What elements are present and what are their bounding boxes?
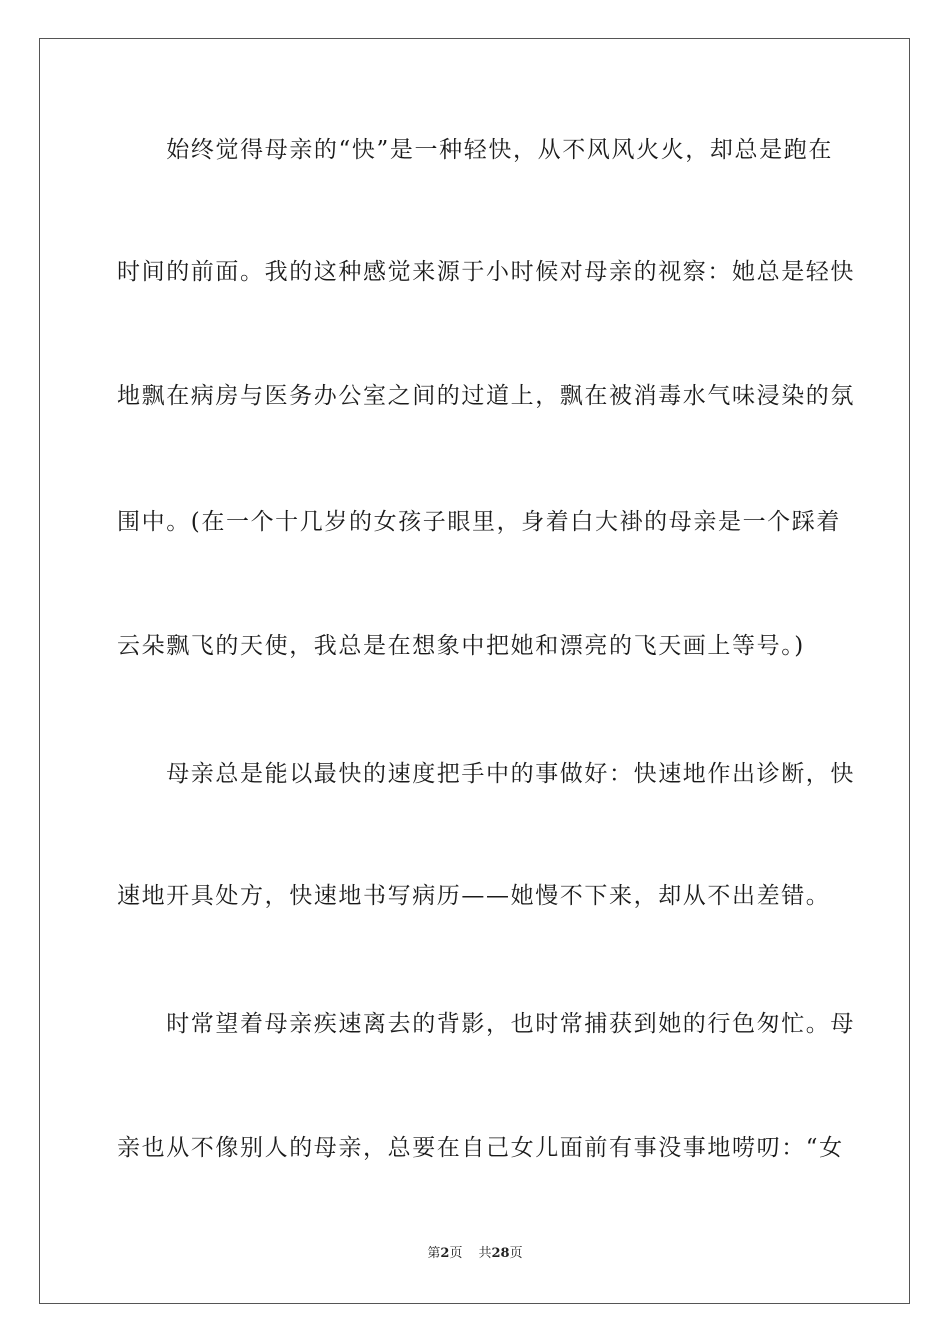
text-line-2: 时间的前面。我的这种感觉来源于小时候对母亲的视察：她总是轻快: [117, 259, 855, 285]
page-suffix: 页: [449, 1246, 463, 1261]
page-footer: [0, 1245, 950, 1263]
text-line-5: 云朵飘飞的天使，我总是在想象中把她和漂亮的飞天画上等号。): [117, 633, 805, 659]
page-number: 2: [440, 1246, 450, 1261]
text-line-6: 母亲总是能以最快的速度把手中的事做好：快速地作出诊断，快: [117, 761, 855, 787]
total-pages: 28: [491, 1246, 510, 1261]
text-line-8: 时常望着母亲疾速离去的背影，也时常捕获到她的行色匆忙。母: [117, 1011, 855, 1037]
text-line-3: 地飘在病房与医务办公室之间的过道上，飘在被消毒水气味浸染的氛: [117, 383, 855, 409]
text-line-9: 亲也从不像别人的母亲，总要在自己女儿面前有事没事地唠叨：“女: [117, 1135, 844, 1161]
text-line-1: 始终觉得母亲的“快”是一种轻快，从不风风火火，却总是跑在: [117, 137, 833, 163]
text-line-7: 速地开具处方，快速地书写病历——她慢不下来，却从不出差错。: [117, 883, 831, 909]
total-prefix: 共: [478, 1246, 492, 1261]
total-suffix: 页: [509, 1246, 523, 1261]
page-border: [39, 38, 910, 1304]
page-prefix: 第: [427, 1246, 441, 1261]
text-line-4: 围中。(在一个十几岁的女孩子眼里，身着白大褂的母亲是一个踩着: [117, 509, 841, 535]
